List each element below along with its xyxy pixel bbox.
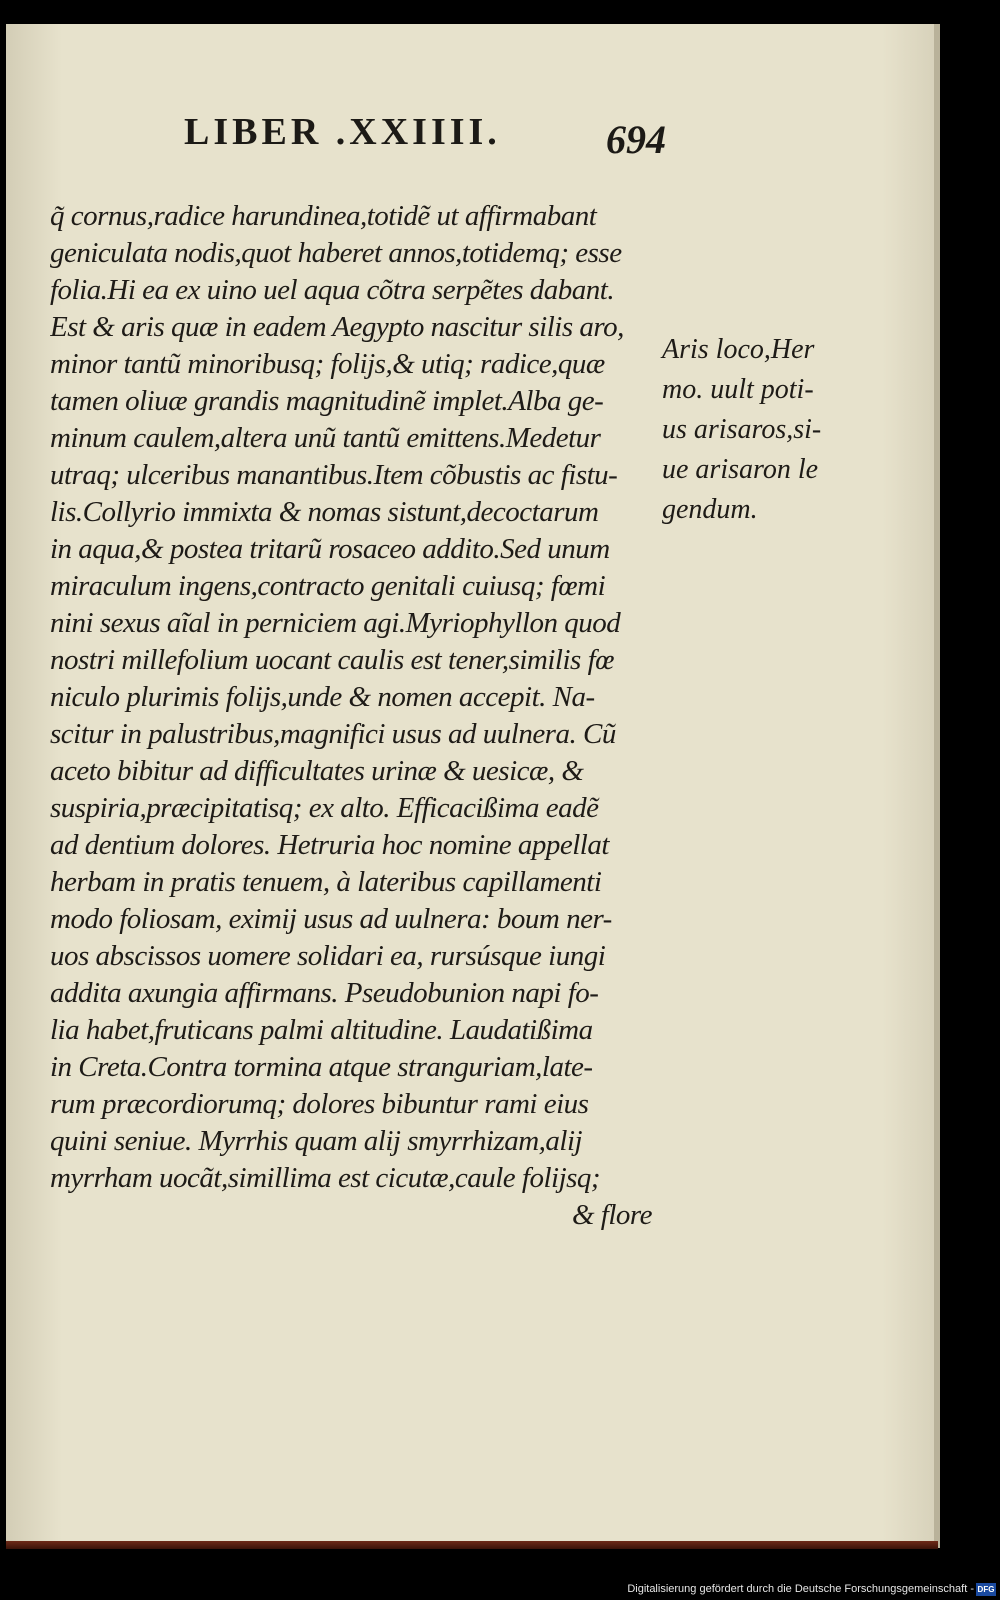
footer-credit: Digitalisierung gefördert durch die Deutsche Forschungsgemeinschaft -	[627, 1583, 974, 1595]
text-line: niculo plurimis folijs,unde & nomen accepit. Na-	[50, 681, 595, 713]
text-line: aceto bibitur ad difficultates urinæ & uesicæ, &	[50, 755, 584, 787]
text-line: in aqua,& postea tritarũ rosaceo addito.Sed unum	[50, 533, 610, 565]
catchword: & flore	[571, 1199, 652, 1231]
marginal-note-line: gendum.	[662, 494, 758, 525]
body-text-block	[50, 198, 670, 1234]
text-line: uos abscissos uomere solidari ea, rursúsque iungi	[50, 940, 606, 972]
text-line: Est & aris quæ in eadem Aegypto nascitur silis aro,	[50, 311, 624, 343]
text-line: q̃ cornus,radice harundinea,totidẽ ut affirmabant	[50, 200, 597, 232]
text-line: addita axungia affirmans. Pseudobunion napi fo-	[50, 977, 599, 1009]
text-line: scitur in palustribus,magnifici usus ad uulnera. Cũ	[50, 718, 616, 750]
text-line: nini sexus aĩal in perniciem agi.Myriophyllon quod	[50, 607, 621, 639]
marginal-note	[662, 330, 842, 530]
text-line: modo foliosam, eximij usus ad uulnera: boum ner-	[50, 903, 612, 935]
text-line: ad dentium dolores. Hetruria hoc nomine appellat	[50, 829, 609, 861]
marginal-note-line: Aris loco,Her	[662, 334, 815, 365]
marginal-note-line: mo. uult poti-	[662, 374, 814, 405]
page-edge-bottom	[6, 1541, 938, 1549]
text-line: lis.Collyrio immixta & nomas sistunt,decoctarum	[50, 496, 599, 528]
marginal-note-line: us arisaros,si-	[662, 414, 822, 445]
text-line: herbam in pratis tenuem, à lateribus capillamenti	[50, 866, 602, 898]
text-line: quini seniue. Myrrhis quam alij smyrrhizam,alij	[50, 1125, 583, 1157]
text-line: geniculata nodis,quot haberet annos,totidemq; esse	[50, 237, 622, 269]
text-line: suspiria,præcipitatisq; ex alto. Efficacißima eadẽ	[50, 792, 599, 824]
marginal-note-line: ue arisaron le	[662, 454, 819, 485]
text-line: tamen oliuæ grandis magnitudinẽ implet.Alba ge-	[50, 385, 604, 417]
running-title: LIBER .XXIIII.	[184, 111, 501, 153]
dfg-logo: DFG	[977, 1585, 995, 1594]
page-number: 694	[606, 117, 666, 162]
text-line: rum præcordiorumq; dolores bibuntur rami eius	[50, 1088, 589, 1120]
text-line: myrrham uocãt,simillima est cicutæ,caule folijsq;	[50, 1162, 601, 1194]
text-line: in Creta.Contra tormina atque stranguriam,late-	[50, 1051, 593, 1083]
text-line: minor tantũ minoribusq; folijs,& utiq; radice,quæ	[50, 348, 605, 380]
page-edge-right	[934, 24, 940, 1548]
text-line: nostri millefolium uocant caulis est tener,similis fœ	[50, 644, 614, 676]
text-line: utraq; ulceribus manantibus.Item cõbustis ac fistu-	[50, 459, 618, 491]
text-line: minum caulem,altera unũ tantũ emittens.Medetur	[50, 422, 601, 454]
text-line: folia.Hi ea ex uino uel aqua cõtra serpẽtes dabant.	[50, 274, 615, 306]
text-line: lia habet,fruticans palmi altitudine. Laudatißima	[50, 1014, 593, 1046]
text-line: miraculum ingens,contracto genitali cuiusq; fœmi	[50, 570, 606, 602]
